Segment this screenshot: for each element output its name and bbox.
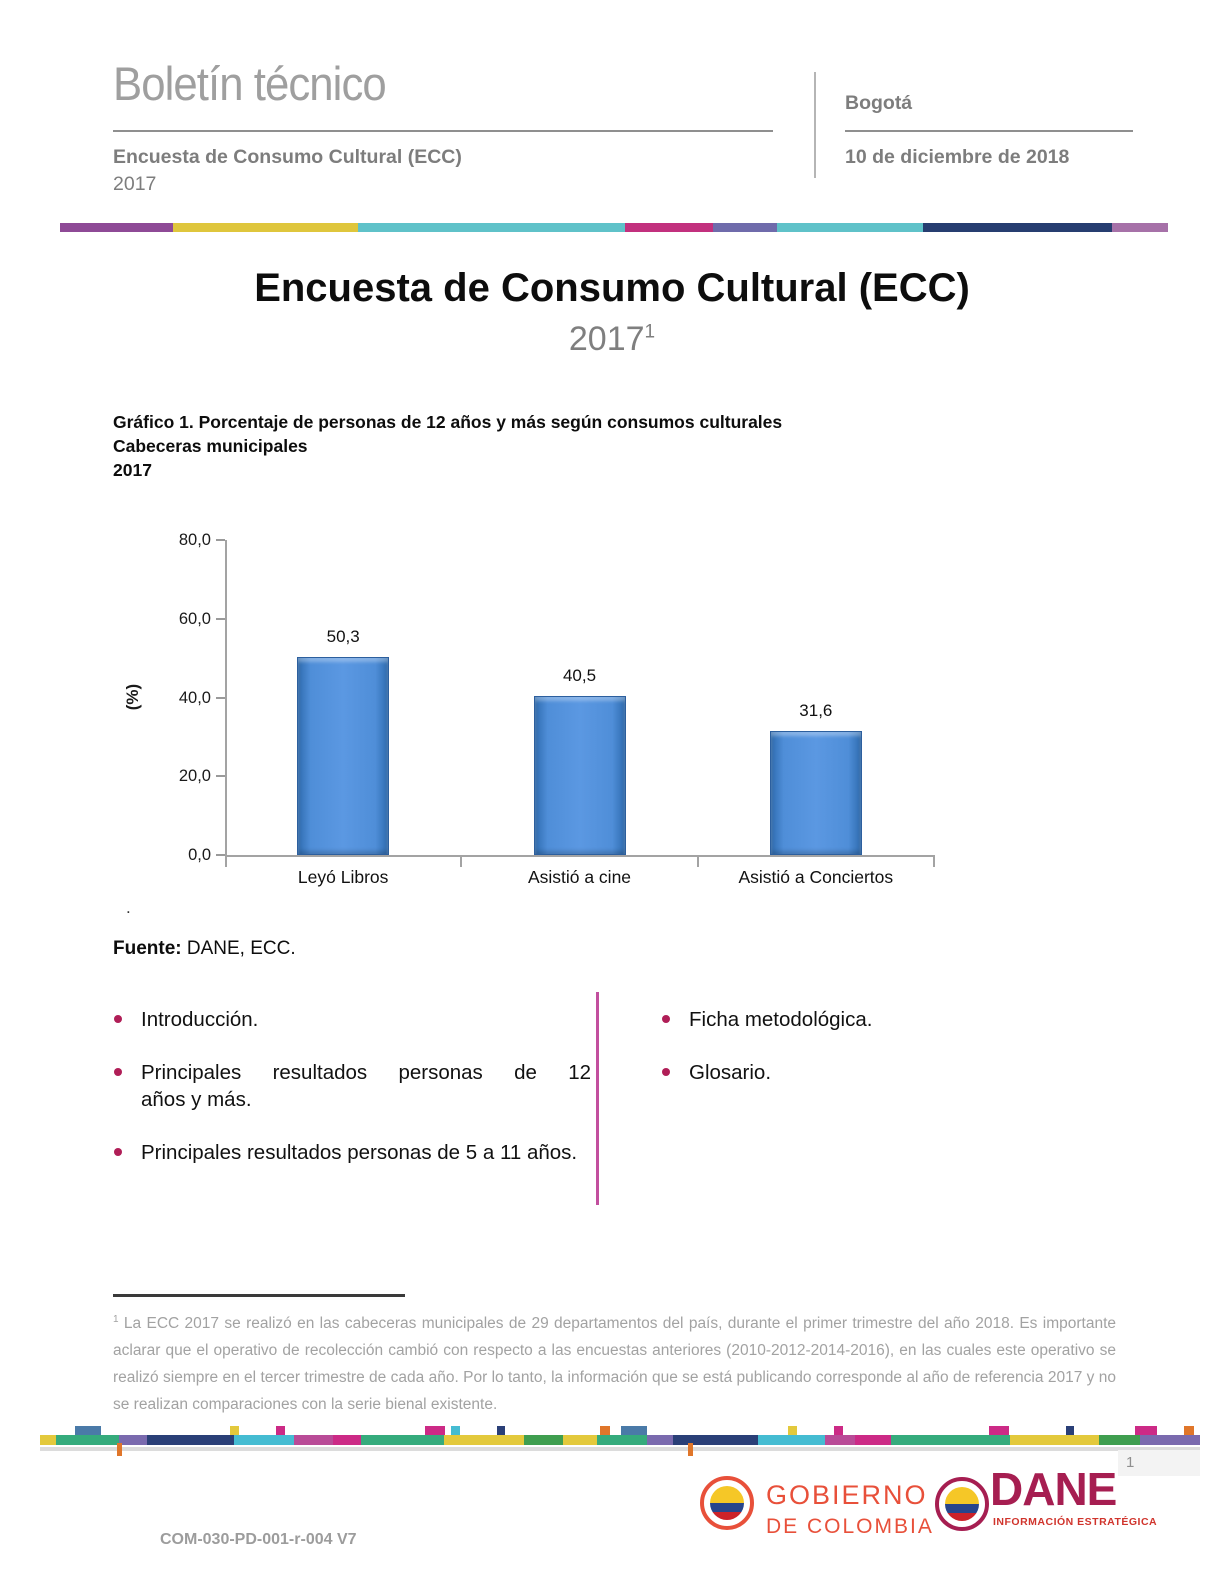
y-axis-title: (%)	[123, 683, 142, 711]
mosaic-square	[276, 1426, 285, 1435]
mosaic-square	[1135, 1426, 1157, 1435]
header-date: 10 de diciembre de 2018	[845, 146, 1070, 168]
y-tick	[216, 697, 225, 699]
header-vertical-divider	[814, 72, 816, 178]
bar-value-label: 31,6	[799, 700, 833, 720]
contents-right-column	[689, 1006, 1079, 1112]
y-tick	[216, 539, 225, 541]
bullet-icon	[114, 1015, 122, 1023]
footnote-text: La ECC 2017 se realizó en las cabeceras municipales de 29 departamentos del país, durante el primer trimestre del año 2018. Es importante aclarar que el operativo de recolección cambió con respecto a las encuestas anteriores (2010-2012-2014-2016), en las cuales este operativo se realizó siempre en el tercer trimestre de cada año. Por lo tanto, la información que se está publicando corresponde al año de referencia 2017 y no se realizan comparaciones con la serie bienal existente.	[113, 1315, 1116, 1414]
stripe-segment	[358, 223, 625, 232]
header-survey-title: Encuesta de Consumo Cultural (ECC)	[113, 146, 462, 168]
document-title-year: 2017$^1$	[568, 320, 656, 358]
y-tick-label: 40,0	[178, 688, 211, 707]
chart-heading-line3: 2017	[113, 460, 152, 480]
mosaic-segment	[361, 1435, 444, 1445]
source-value: DANE, ECC.	[181, 938, 296, 959]
footnote-number: 1	[113, 1314, 119, 1325]
mosaic-square	[621, 1426, 647, 1435]
mosaic-segment	[234, 1435, 295, 1445]
mosaic-square	[451, 1426, 460, 1435]
list-item: Glosario.	[689, 1059, 1079, 1086]
mosaic-segment	[891, 1435, 1010, 1445]
bar-value-label: 50,3	[326, 626, 360, 646]
bar-value-label: 40,5	[562, 665, 597, 685]
contents-column-divider	[596, 992, 599, 1205]
y-tick-label: 80,0	[178, 531, 211, 549]
mosaic-square	[425, 1426, 445, 1435]
mosaic-segment	[647, 1435, 673, 1445]
bullet-icon	[114, 1148, 122, 1156]
x-category-label: Leyó Libros	[297, 867, 389, 887]
header-survey-year: 2017	[113, 173, 157, 195]
decorative-top-stripe	[60, 223, 1168, 232]
dane-wordmark: DANE	[990, 1463, 1117, 1515]
colombia-flag-roundel	[710, 1486, 744, 1520]
stray-dot: .	[126, 898, 131, 917]
chart-heading	[113, 410, 782, 482]
header-rule-left	[113, 130, 773, 132]
stripe-segment	[1112, 223, 1168, 232]
source-line	[113, 938, 296, 960]
x-tick	[697, 855, 699, 867]
bullet-icon	[114, 1068, 122, 1076]
chart-heading-line2: Cabeceras municipales	[113, 436, 308, 456]
mosaic-square	[600, 1426, 610, 1435]
header-rule-right	[845, 130, 1133, 132]
stripe-segment	[777, 223, 923, 232]
document-code: COM-030-PD-001-r-004 V7	[160, 1531, 357, 1548]
dane-tagline: INFORMACIÓN ESTRATÉGICA	[993, 1516, 1158, 1528]
mosaic-segment	[294, 1435, 332, 1445]
mosaic-segment	[1140, 1435, 1201, 1445]
stripe-segment	[173, 223, 358, 232]
mosaic-square	[230, 1426, 239, 1435]
colombia-flag-roundel	[945, 1487, 979, 1521]
mosaic-square	[989, 1426, 1009, 1435]
bullet-icon	[662, 1015, 670, 1023]
y-tick	[216, 854, 225, 856]
mosaic-segment	[56, 1435, 119, 1445]
mosaic-segment	[444, 1435, 525, 1445]
x-category-label: Asistió a Conciertos	[738, 867, 894, 887]
mosaic-segment	[673, 1435, 758, 1445]
gobierno-logo-text: GOBIERNO DE COLOMBIA	[766, 1480, 934, 1538]
mosaic-square	[834, 1426, 843, 1435]
list-item: Principales resultados personas de 5 a 11 años.	[141, 1139, 591, 1166]
x-tick	[933, 855, 935, 867]
x-axis-line	[225, 855, 934, 857]
mosaic-segment	[597, 1435, 647, 1445]
mosaic-segment	[855, 1435, 891, 1445]
footnote-reference: 1	[644, 321, 656, 343]
bulletin-kicker: Boletín técnico	[113, 57, 386, 110]
x-category-label: Asistió a cine	[527, 867, 632, 887]
chart-heading-line1: Gráfico 1. Porcentaje de personas de 12 años y más según consumos culturales	[113, 412, 783, 432]
mosaic-segment	[524, 1435, 562, 1445]
stripe-segment	[625, 223, 713, 232]
chart-bar	[770, 731, 862, 855]
mosaic-square	[1066, 1426, 1074, 1435]
mosaic-segment	[333, 1435, 361, 1445]
mosaic-segment	[563, 1435, 597, 1445]
bar-chart	[113, 520, 973, 900]
header-city: Bogotá	[845, 92, 913, 114]
mosaic-segment	[1099, 1435, 1139, 1445]
decorative-bottom-mosaic	[40, 1435, 1200, 1445]
dane-crest-icon	[935, 1477, 989, 1531]
bullet-icon	[662, 1068, 670, 1076]
footnote	[113, 1306, 1116, 1418]
list-item: Principales resultados personas de 12 años y más.	[141, 1059, 591, 1113]
y-tick	[216, 618, 225, 620]
mosaic-tick-mark	[688, 1443, 693, 1456]
decorative-gray-strip	[40, 1447, 1200, 1451]
stripe-segment	[713, 223, 777, 232]
mosaic-square	[1184, 1426, 1194, 1435]
mosaic-square	[75, 1426, 101, 1435]
mosaic-segment	[825, 1435, 855, 1445]
mosaic-segment	[40, 1435, 56, 1445]
y-axis-line	[225, 540, 227, 867]
mosaic-square	[788, 1426, 797, 1435]
page-number: 1	[1118, 1450, 1200, 1476]
document-title	[0, 266, 1224, 311]
mosaic-tick-mark	[117, 1443, 122, 1456]
mosaic-segment	[119, 1435, 147, 1445]
mosaic-segment	[147, 1435, 234, 1445]
stripe-segment	[60, 223, 173, 232]
footnote-rule	[113, 1294, 405, 1297]
y-tick-label: 20,0	[178, 767, 211, 786]
mosaic-segment	[758, 1435, 825, 1445]
y-tick-label: 60,0	[178, 609, 211, 628]
document-title-text: Encuesta de Consumo Cultural (ECC)	[254, 266, 970, 310]
contents-left-column	[141, 1006, 591, 1192]
list-item: Introducción.	[141, 1006, 591, 1033]
colombia-crest-icon	[700, 1476, 754, 1530]
list-item: Ficha metodológica.	[689, 1006, 1079, 1033]
chart-bar	[297, 657, 389, 855]
source-label: Fuente:	[113, 938, 182, 959]
mosaic-square	[497, 1426, 505, 1435]
y-tick	[216, 775, 225, 777]
x-tick	[460, 855, 462, 867]
mosaic-segment	[1010, 1435, 1099, 1445]
chart-bar	[534, 696, 626, 855]
stripe-segment	[923, 223, 1112, 232]
y-tick-label: 0,0	[188, 846, 211, 864]
